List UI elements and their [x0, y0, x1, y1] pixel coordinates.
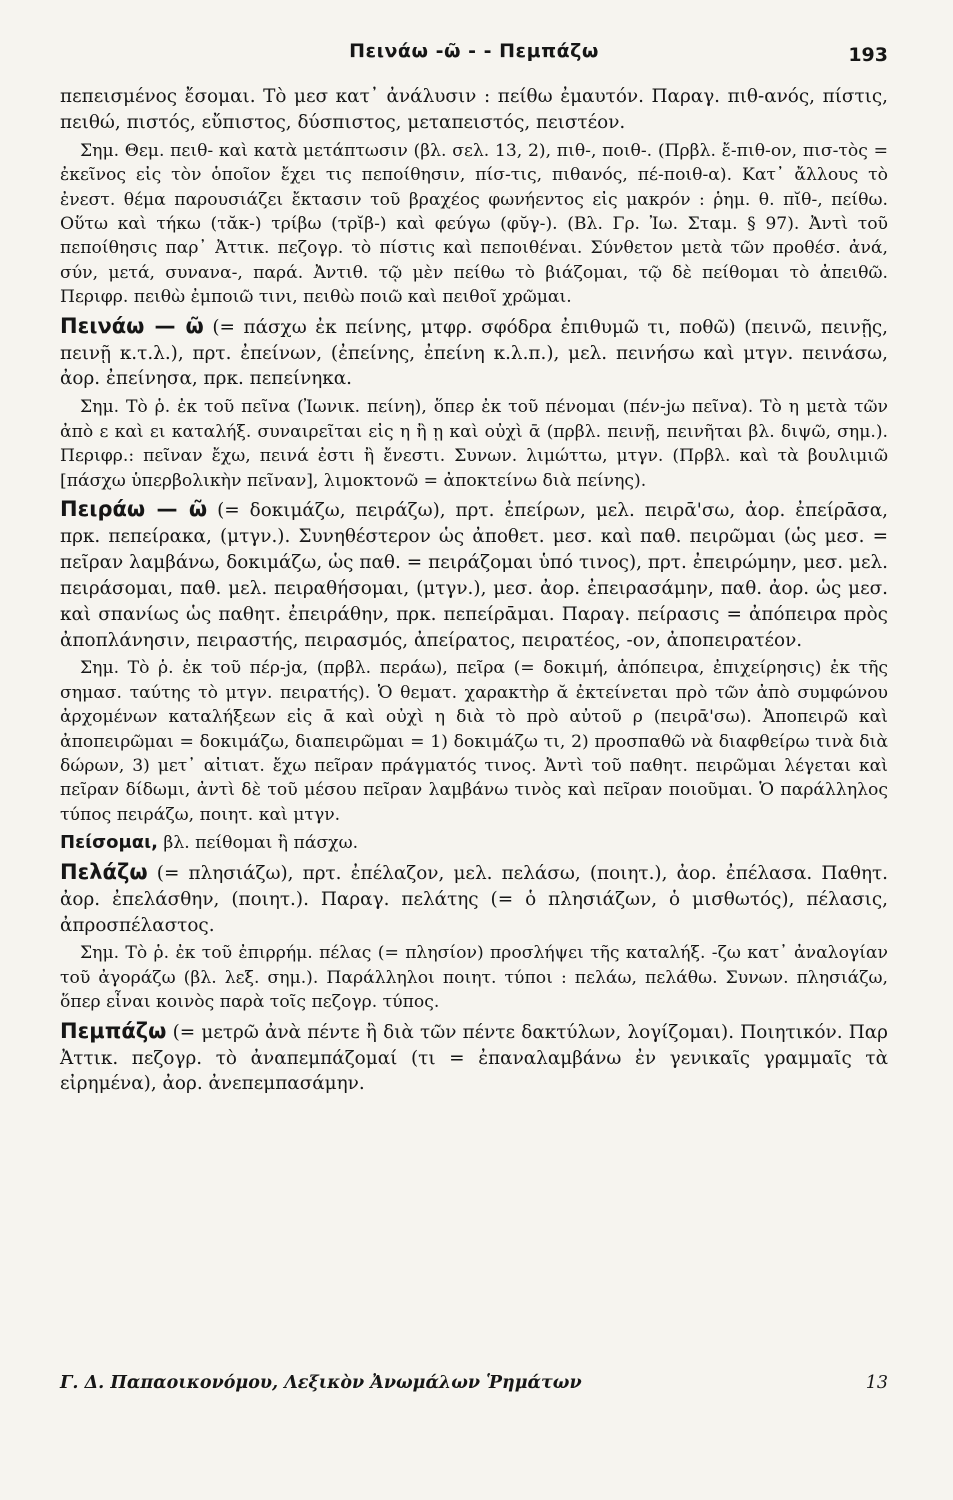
paragraph-text: Σημ. Τὸ ῥ. ἐκ τοῦ ἐπιρρήμ. πέλας (= πλησίον) προσλήψει τῆς καταλήξ. -ζω κατ᾽ ἀναλογίαν τοῦ ἀγοράζω (βλ. λεξ. σημ.). Παράλληλοι ποιητ. τύποι : πελάω, πελάθω. Συνων. πλησιάζω, ὅπερ εἶναι κοινὸς παρὰ τοῖς πεζογρ. τύπος. — [60, 943, 888, 1013]
entry-text: (= μετρῶ ἀνὰ πέντε ἢ διὰ τῶν πέντε δακτύλων, λογίζομαι). Ποιητικόν. Παρ Ἀττικ. πεζογρ. τὸ ἀναπεμπάζομαί (τι = ἐπαναλαμβάνω ἐν γενικαῖς γραμμαῖς τὰ εἰρημένα), ἀορ. ἀνεπεμπασάμην. — [60, 1021, 888, 1095]
lemma-headword: Πείσομαι, — [60, 832, 158, 854]
entry-text: (= δοκιμάζω, πειράζω), πρτ. ἐπείρων, μελ. πειρᾱ'σω, ἀορ. ἐπείρᾱσα, πρκ. πεπείρακα, (μτγν.). Συνηθέστερον ὡς ἀποθετ. μεσ. καὶ παθ. πειρῶμαι (ὡς μεσ. = πεῖραν λαμβάνω, δοκιμάζω, ὡς παθ. = πειράζομαι ὑπό τινος), πρτ. ἐπειρώμην, μεσ. μελ. πειράσομαι, παθ. μελ. πειραθήσομαι, (μτγν.), μεσ. ἀορ. ἐπειρασάμην, παθ. ἀορ. ὡς μεσ. καὶ σπανίως ὡς παθητ. ἐπειράθην, πρκ. πεπείρᾱμαι. Παραγ. πείρασις = ἀπόπειρα πρὸς ἀποπλάνησιν, πειραστής, πειρασμός, ἀπείρατος, πειρατέος, -ον, ἀποπειρατέον. — [60, 500, 888, 651]
entry-text: (= πλησιάζω), πρτ. ἐπέλαζον, μελ. πελάσω, (ποιητ.), ἀορ. ἐπέλασα. Παθητ. ἀορ. ἐπελάσθην, (ποιητ.). Παραγ. πελάτης (= ὁ πλησιάζων, ὁ μισθωτός), πέλασις, ἀπροσπέλαστος. — [60, 862, 888, 936]
entry-peinao — [60, 314, 888, 393]
entry-text: βλ. πείθομαι ἢ πάσχω. — [157, 833, 359, 854]
continuation-paragraph — [60, 84, 888, 136]
page-body — [60, 84, 888, 1097]
page-footer — [60, 1373, 888, 1393]
lemma-headword: Πελάζω — [60, 859, 148, 884]
paragraph-text: Σημ. Θεμ. πειθ- καὶ κατὰ μετάπτωσιν (βλ. σελ. 13, 2), πιθ-, ποιθ-. (Πρβλ. ἔ-πιθ-ον, πισ-τὸς = ἐκεῖνος εἰς τὸν ὁποῖον ἔχει τις πεποίθησιν, πίσ-τις, πιθανός, πέ-ποιθ-α). Κατ᾽ ἄλλους τὸ ἐνεστ. θέμα παρουσιάζει ἔκτασιν τοῦ βραχέος φωνήεντος εἰς μακρόν : ῥημ. θ. πῐθ-, πείθω. Οὕτω καὶ τήκω (τᾰκ-) τρίβω (τρῐβ-) καὶ φεύγω (φῠγ-). (Βλ. Γρ. Ἰω. Σταμ. § 97). Ἀντὶ τοῦ πεποίθησις παρ᾽ Ἀττικ. πεζογρ. τὸ πίστις καὶ πεποιθέναι. Σύνθετον μετὰ τῶν προθέσ. ἀνά, σύν, μετά, συνανα-, παρά. Ἀντιθ. τῷ μὲν πείθω τὸ βιάζομαι, τῷ δὲ πείθομαι τὸ ἀπειθῶ. Περιφρ. πειθὼ ἐμποιῶ τινι, πειθὼ ποιῶ καὶ πειθοῖ χρῶμαι. — [60, 140, 888, 308]
page-number: 193 — [848, 44, 888, 66]
note-paragraph — [60, 395, 888, 493]
note-paragraph — [60, 941, 888, 1014]
signature-mark: 13 — [865, 1373, 888, 1393]
paragraph-text: Σημ. Τὸ ῥ. ἐκ τοῦ πεῖνα (Ἰωνικ. πείνη), ὅπερ ἐκ τοῦ πένομαι (πέν-jω πεῖνα). Τὸ η μετὰ τῶν ἀπὸ ε καὶ ει καταλήξ. συναιρεῖται εἰς η ἢ ῃ καὶ οὐχὶ ᾱ (πρβλ. πεινῇ, πεινῆται βλ. διψῶ, σημ.). Περιφρ.: πεῖναν ἔχω, πεινά ἐστι ἢ ἔνεστι. Συνων. λιμώττω, μτγν. (Πρβλ. καὶ τὰ βουλιμιῶ [πάσχω ὑπερβολικὴν πεῖναν], λιμοκτονῶ = ἀποκτείνω διὰ πείνης). — [60, 397, 888, 491]
entry-pempazo — [60, 1019, 888, 1098]
paragraph-text: Σημ. Τὸ ῥ. ἐκ τοῦ πέρ-jα, (πρβλ. περάω), πεῖρα (= δοκιμή, ἀπόπειρα, ἐπιχείρησις) ἐκ τῆς σημασ. ταύτης τὸ μτγν. πειρατής). Ὁ θεματ. χαρακτὴρ ᾰ ἐκτείνεται πρὸ τῶν ἀπὸ συμφώνου ἀρχομένων καταλήξεων εἰς ᾱ καὶ οὐχὶ η διὰ τὸ πρὸ αὐτοῦ ρ (πειρᾱ'σω). Ἀποπειρῶ καὶ ἀποπειρῶμαι = δοκιμάζω, διαπειρῶμαι = 1) δοκιμάζω τι, 2) προσπαθῶ νὰ διαφθείρω τινὰ διὰ δώρων, 3) μετ᾽ αἰτιατ. ἔχω πεῖραν πράγματός τινος. Ἀντὶ τοῦ παθητ. πειρῶμαι λέγεται καὶ πεῖραν δίδωμι, ἀντὶ δὲ τοῦ μέσου πεῖραν λαμβάνω τινὸς καὶ πεῖραν ποιοῦμαι. Ὁ παράλληλος τύπος πειράζω, ποιητ. καὶ μτγν. — [60, 658, 888, 825]
page-header — [60, 40, 888, 84]
paragraph-text: πεπεισμένος ἔσομαι. Τὸ μεσ κατ᾽ ἀνάλυσιν : πείθω ἐμαυτόν. Παραγ. πιθ-ανός, πίστις, πειθώ, πιστός, εὔπιστος, δύσπιστος, μεταπειστός, πειστέον. — [60, 86, 888, 133]
entry-text: (= πάσχω ἐκ πείνης, μτφρ. σφόδρα ἐπιθυμῶ τι, ποθῶ) (πεινῶ, πεινῇς, πεινῇ κ.τ.λ.), πρτ. ἐπείνων, (ἐπείνης, ἐπείνη κ.λ.π.), μελ. πεινήσω καὶ μτγν. πεινάσω, ἀορ. ἐπείνησα, πρκ. πεπείνηκα. — [60, 316, 889, 390]
note-paragraph — [60, 139, 888, 310]
running-head: Πεινάω -ῶ - - Πεμπάζω — [349, 40, 599, 62]
lemma-headword: Πειράω — ῶ — [60, 497, 208, 521]
lemma-headword: Πεμπάζω — [60, 1018, 167, 1043]
entry-peisomai — [60, 831, 888, 855]
entry-pelazo — [60, 860, 888, 939]
note-paragraph — [60, 656, 888, 827]
lemma-headword: Πεινάω — ῶ — [60, 313, 204, 338]
book-credit: Γ. Δ. Παπαοικονόμου, Λεξικὸν Ἀνωμάλων Ῥημάτων — [60, 1373, 582, 1393]
entry-peirao — [60, 497, 888, 653]
